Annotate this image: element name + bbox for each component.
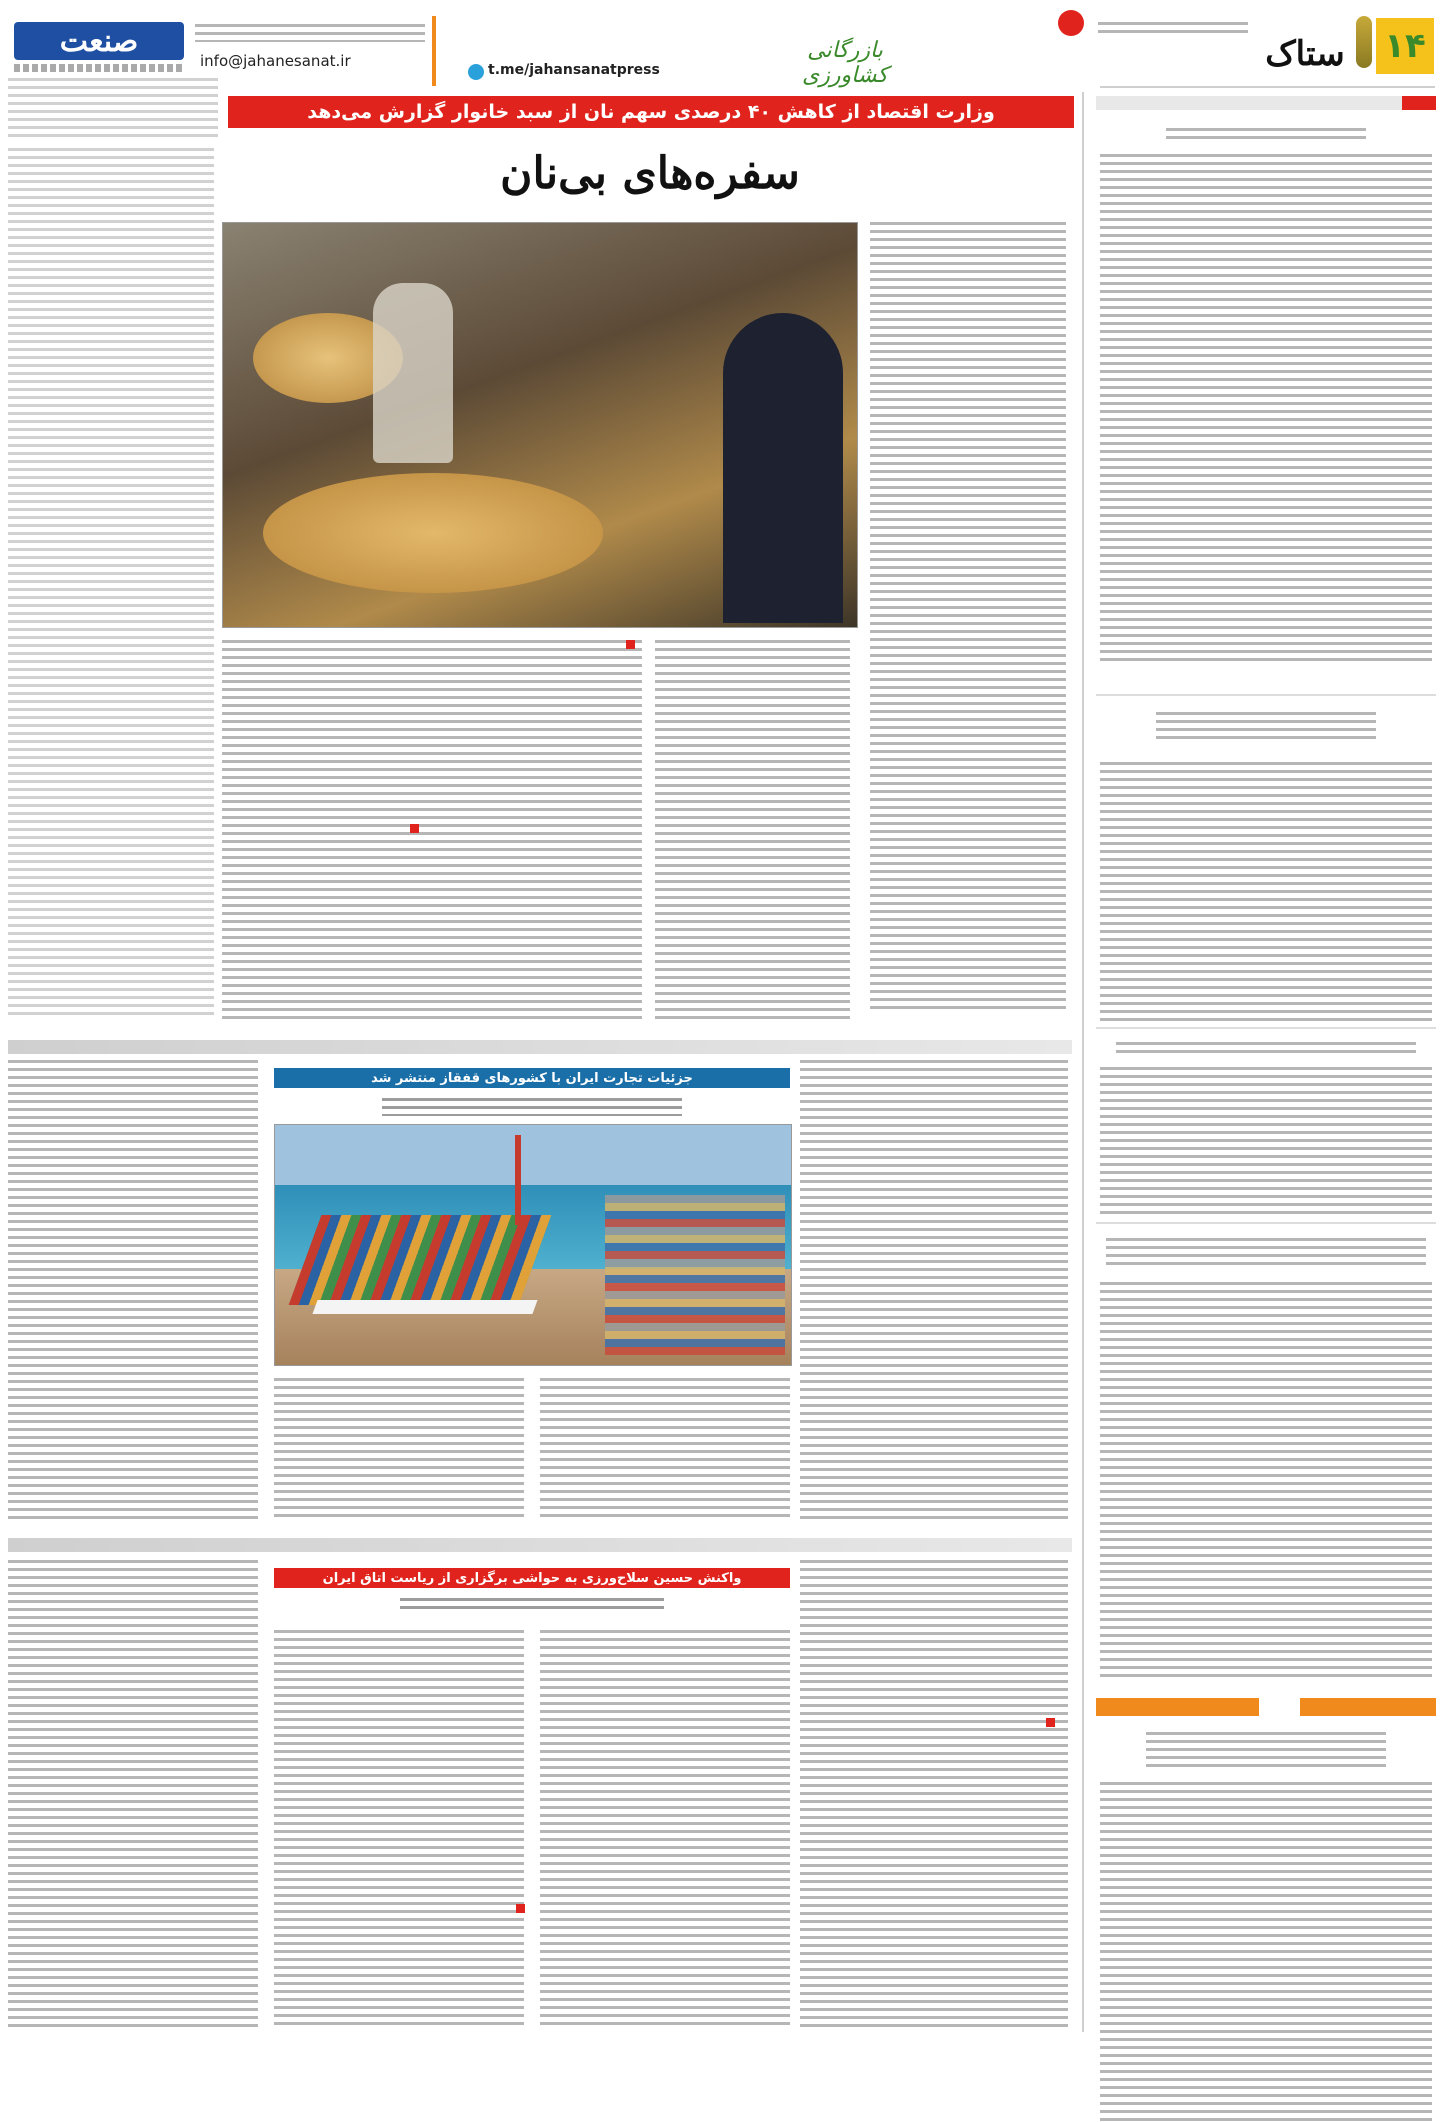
rail-orange-bar xyxy=(1096,1698,1436,1716)
chamber-section-strip xyxy=(8,1538,1072,1552)
chamber-kicker-bar xyxy=(274,1568,790,1588)
rail-item-text xyxy=(1100,1067,1432,1217)
rail-item-headline xyxy=(1156,712,1376,740)
bread-text-col-3 xyxy=(655,640,850,1020)
rail-item-text xyxy=(1100,762,1432,1022)
wheat-icon xyxy=(1356,16,1372,68)
trade-kicker-bar xyxy=(274,1068,790,1088)
trade-text-col-1 xyxy=(8,1060,258,1520)
header-right-strip xyxy=(1098,22,1248,34)
chamber-kicker: واکنش حسین سلاح‌ورزی به حواشی برگزاری از ریاست اتاق ایران xyxy=(322,1570,742,1586)
issue-info xyxy=(195,24,425,42)
trade-section-strip xyxy=(8,1040,1072,1054)
page-number: ۱۴ xyxy=(1384,26,1426,66)
bullet-marker xyxy=(516,1904,525,1913)
chamber-text-col-3 xyxy=(540,1630,790,2030)
woman-figure xyxy=(723,313,843,623)
envelope-icon xyxy=(1058,10,1084,36)
bread-photo xyxy=(222,222,858,628)
chamber-text-col-1 xyxy=(8,1560,258,2030)
crane xyxy=(515,1135,521,1225)
bullet-marker xyxy=(626,640,635,649)
bread-text-col-2 xyxy=(222,640,642,1020)
bullet-marker xyxy=(1046,1718,1055,1727)
right-rail xyxy=(1096,92,1436,2032)
bread-headline: سفره‌های بی‌نان xyxy=(500,148,800,199)
rail-item-headline xyxy=(1116,1042,1416,1054)
logo-text: صنعت xyxy=(59,24,139,59)
rail-item-text xyxy=(1100,1282,1432,1682)
bread-text-col-1 xyxy=(8,148,214,1018)
bread-kicker-bar xyxy=(228,96,1074,128)
page-title: ستاک xyxy=(1265,34,1345,74)
rail-item-text xyxy=(1100,154,1432,664)
email-address[interactable]: info@jahanesanat.ir xyxy=(200,52,351,70)
trade-text-col-3 xyxy=(540,1378,790,1520)
bread-text-col-4 xyxy=(870,222,1066,1012)
chamber-text-col-2 xyxy=(274,1630,524,2030)
trade-kicker: جزئیات تجارت ایران با کشورهای قفقاز منتشر شد xyxy=(371,1070,693,1086)
rail-item-headline xyxy=(1166,128,1366,140)
telegram-icon xyxy=(468,64,484,80)
bullet-marker xyxy=(410,824,419,833)
newspaper-logo xyxy=(14,22,184,74)
rail-item-headline xyxy=(1146,1732,1386,1768)
trade-text-col-2 xyxy=(274,1378,524,1520)
rail-item-text xyxy=(1100,1782,1432,2122)
trade-text-col-4 xyxy=(800,1060,1068,1520)
left-column-header xyxy=(8,78,218,138)
right-rail-divider xyxy=(1082,92,1084,2032)
trade-headline xyxy=(382,1098,682,1116)
masthead-divider xyxy=(432,16,436,86)
container-ship xyxy=(289,1215,552,1305)
chamber-headline xyxy=(400,1598,664,1614)
bread-kicker: وزارت اقتصاد از کاهش ۴۰ درصدی سهم نان از سبد خانوار گزارش می‌دهد xyxy=(307,101,995,123)
baker-figure xyxy=(373,283,453,463)
section-label: بازرگانی کشاورزی xyxy=(802,38,888,88)
page-number-badge xyxy=(1376,18,1434,74)
stacked-containers xyxy=(605,1195,785,1355)
flatbread-stack xyxy=(263,473,603,593)
rail-item-headline xyxy=(1106,1238,1426,1268)
telegram-link[interactable]: t.me/jahansanatpress xyxy=(488,62,660,78)
chamber-text-col-4 xyxy=(800,1560,1068,2030)
port-photo xyxy=(274,1124,792,1366)
